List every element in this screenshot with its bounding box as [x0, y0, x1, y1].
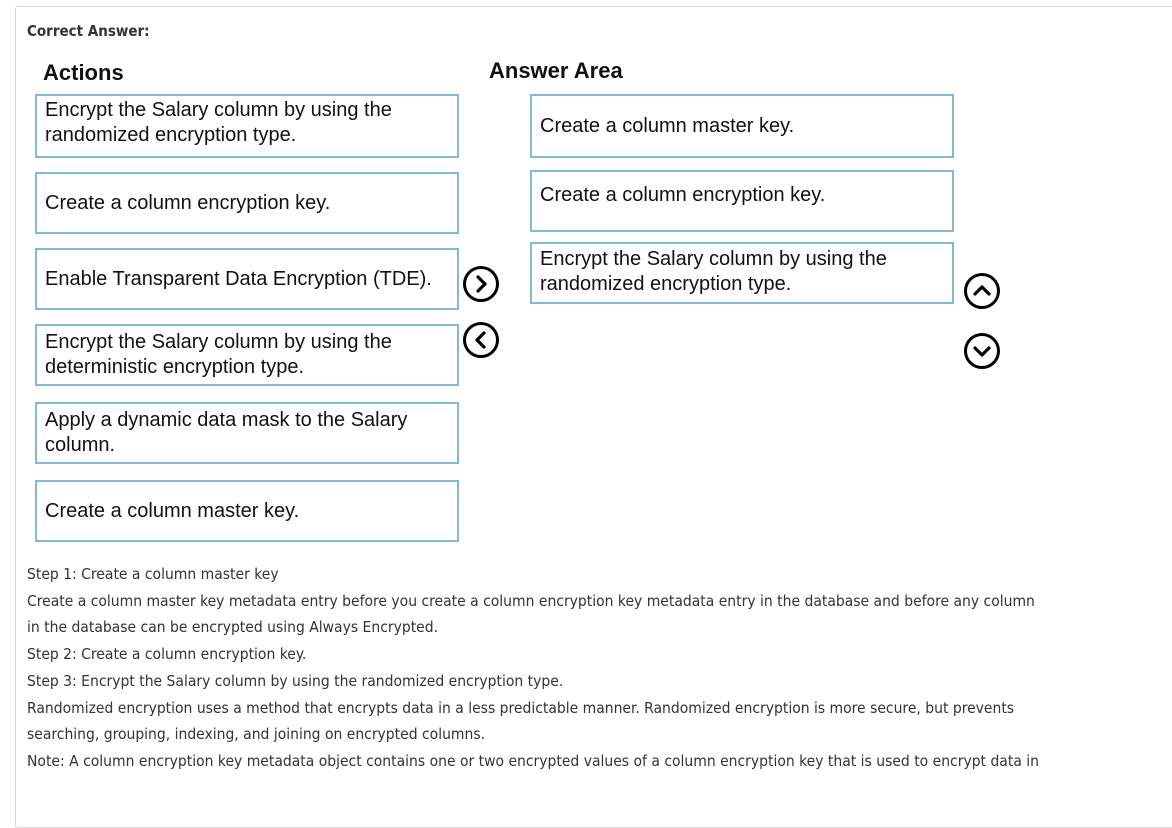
correct-answer-label: Correct Answer:	[27, 22, 150, 40]
explanation-line: searching, grouping, indexing, and joining on encrypted columns.	[27, 725, 486, 744]
action-item[interactable]	[35, 324, 459, 386]
action-item[interactable]	[35, 248, 459, 310]
explanation-line: Randomized encryption uses a method that encrypts data in a less predictable manner. Randomized encryption is more secure, but prevents	[27, 698, 1015, 717]
chevron-right-icon	[466, 269, 496, 299]
action-item-label: Encrypt the Salary column by using the deterministic encryption type.	[45, 331, 392, 378]
action-item[interactable]	[35, 172, 459, 234]
action-item-label: Create a column encryption key.	[45, 191, 331, 214]
answer-item[interactable]	[530, 170, 954, 232]
action-item-label: Apply a dynamic data mask to the Salary column.	[45, 409, 408, 456]
answer-area-header: Answer Area	[489, 58, 623, 83]
explanation-line: Create a column master key metadata entry before you create a column encryption key metadata entry in the database and before any column	[27, 591, 1035, 610]
action-item[interactable]	[35, 480, 459, 542]
answer-item[interactable]	[530, 242, 954, 304]
action-item-label: Enable Transparent Data Encryption (TDE).	[45, 267, 432, 290]
answer-item-label: Create a column master key.	[540, 114, 795, 137]
action-item-label: Create a column master key.	[45, 499, 300, 522]
move-right-button[interactable]	[463, 266, 499, 302]
move-down-button[interactable]	[964, 333, 1000, 369]
explanation-line: Step 1: Create a column master key	[27, 565, 279, 583]
action-item[interactable]	[35, 402, 459, 464]
explanation-line: in the database can be encrypted using Always Encrypted.	[27, 618, 439, 637]
explanation-line: Step 3: Encrypt the Salary column by using the randomized encryption type.	[27, 671, 564, 690]
answer-item-label: Create a column encryption key.	[540, 184, 826, 206]
chevron-up-icon	[967, 276, 997, 306]
chevron-left-icon	[466, 325, 496, 355]
answer-item[interactable]	[530, 94, 954, 158]
move-up-button[interactable]	[964, 273, 1000, 309]
action-item[interactable]	[35, 94, 459, 158]
explanation	[27, 561, 1167, 775]
actions-header: Actions	[43, 60, 124, 85]
explanation-line: Note: A column encryption key metadata object contains one or two encrypted values of a column encryption key that is used to encrypt data in	[27, 751, 1040, 770]
action-item-label: Encrypt the Salary column by using the randomized encryption type.	[45, 99, 392, 146]
explanation-line: Step 2: Create a column encryption key.	[27, 645, 307, 664]
move-left-button[interactable]	[463, 322, 499, 358]
answer-item-label: Encrypt the Salary column by using the randomized encryption type.	[540, 248, 887, 295]
chevron-down-icon	[967, 336, 997, 366]
